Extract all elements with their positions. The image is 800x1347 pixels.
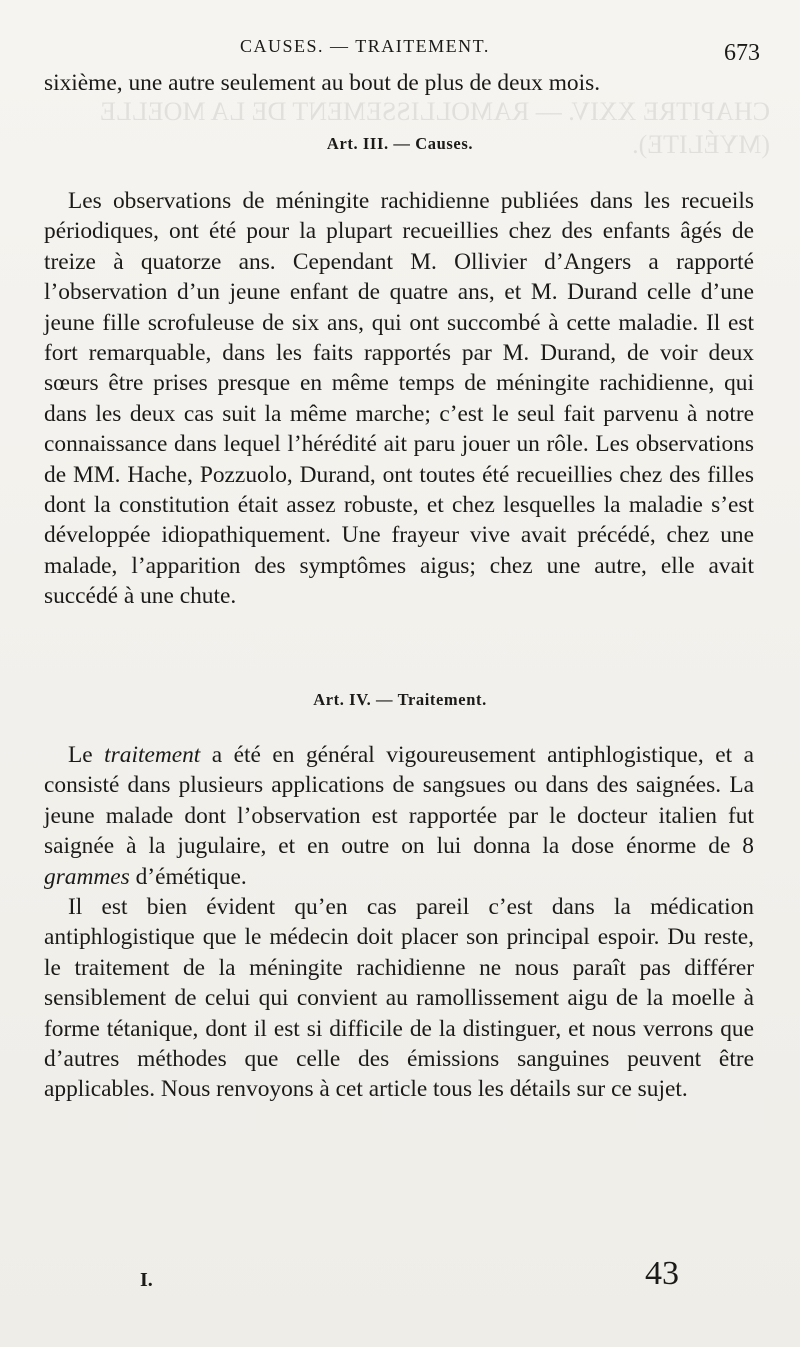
- signature-number: 43: [645, 1255, 679, 1292]
- show-through-heading: CHAPITRE XXIV. — RAMOLLISSEMENT DE LA MOELLE (MYÉLITE).: [100, 97, 770, 159]
- page-header: [0, 36, 800, 66]
- causes-section: [44, 186, 754, 612]
- section-heading-causes: Art. III. — Causes.: [326, 134, 474, 153]
- running-title: CAUSES. — TRAITEMENT.: [240, 36, 490, 56]
- italic-term: grammes: [44, 863, 130, 890]
- section-heading-traitement: Art. IV. — Traitement.: [313, 690, 487, 709]
- text-run: Le: [68, 742, 105, 768]
- carryover-line: sixième, une autre seulement au bout de plus de deux mois.: [44, 70, 601, 96]
- traitement-paragraph-2: Il est bien évident qu’en cas pareil c’est dans la médication antiphlogistique que le médecin doit placer son principal espoir. Du reste, le traitement de la méningite rachidienne ne nous paraît pas différer sensiblement de celui qui convient au ramollissement aigu de la moelle à forme tétanique, dont il est si difficile de la distinguer, et nous verrons que d’autres méthodes que celle des émissions sanguines peuvent être applicables. Nous renvoyons à cet article tous les détails sur ce sujet.: [44, 894, 754, 1103]
- carryover-text: [44, 68, 754, 98]
- signature-mark: I.: [140, 1269, 153, 1291]
- traitement-section: [44, 740, 754, 1105]
- page-footer: [0, 1255, 800, 1305]
- traitement-paragraph-1: [44, 740, 754, 892]
- italic-term: traitement: [104, 742, 201, 768]
- page-number: 673: [724, 40, 760, 66]
- text-run: a été en général vigoureusement antiphlogistique, et a consisté dans plusieurs applications de sangsues ou dans des saignées. La jeune malade dont l’observation est rapportée par le docteur italien fut saignée à la jugulaire, et en outre on lui donna la dose énorme de 8: [44, 742, 754, 860]
- causes-paragraph: Les observations de méningite rachidienne publiées dans les recueils périodiques, ont été pour la plupart recueillies chez des enfants âgés de treize à quatorze ans. Cependant M. Ollivier d’Angers a rapporté l’observation d’un jeune enfant de quatre ans, et M. Durand celle d’une jeune fille scrofuleuse de six ans, qui ont succombé à cette maladie. Il est fort remarquable, dans les faits rapportés par M. Durand, de voir deux sœurs être prises presque en même temps de méningite rachidienne, qui dans les deux cas suit la même marche; c’est le seul fait parvenu à notre connaissance dans lequel l’hérédité ait paru jouer un rôle. Les observations de MM. Hache, Pozzuolo, Durand, ont toutes été recueillies chez des filles dont la constitution était assez robuste, et chez lesquelles la maladie s’est développée idiopathiquement. Une frayeur vive avait précédé, chez une malade, l’apparition des symptômes aigus; chez une autre, elle avait succédé à une chute.: [44, 188, 754, 610]
- text-run: d’émétique.: [129, 863, 247, 890]
